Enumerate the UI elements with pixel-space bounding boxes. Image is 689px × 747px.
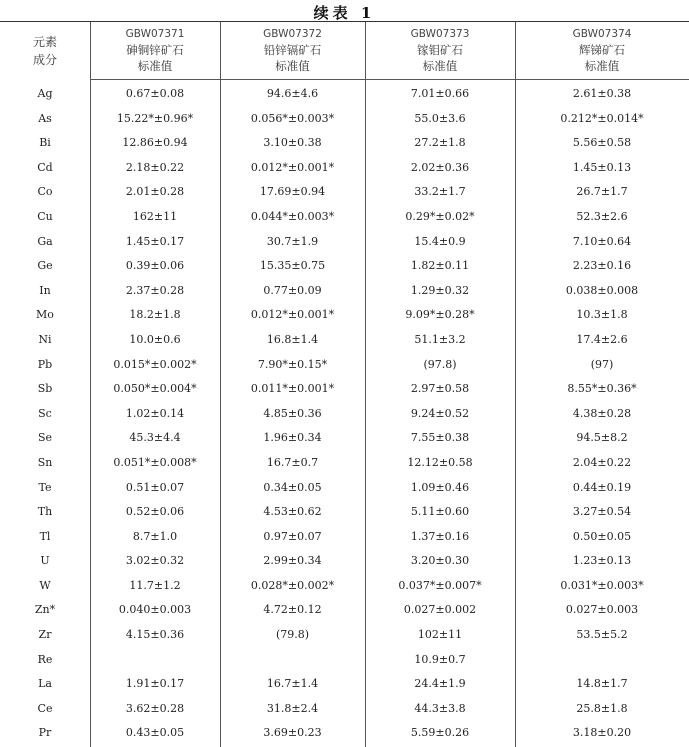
element-cell: Sn: [37, 455, 53, 469]
value-cell: 18.2±1.8: [129, 308, 181, 322]
value-cell: 94.5±8.2: [576, 431, 628, 445]
element-cell: W: [39, 578, 51, 592]
value-cell: 11.7±1.2: [129, 578, 181, 592]
value-cell: 4.72±0.12: [263, 603, 322, 617]
header-rule: [90, 79, 689, 80]
value-cell: 10.9±0.7: [414, 652, 466, 666]
value-cell: 27.2±1.8: [414, 136, 466, 150]
top-rule: [0, 21, 689, 22]
value-cell: 3.02±0.32: [125, 554, 185, 568]
value-cell: 0.012*±0.001*: [250, 160, 335, 174]
value-cell: 52.3±2.6: [576, 209, 628, 223]
value-cell: 17.4±2.6: [576, 332, 628, 346]
value-cell: 0.012*±0.001*: [250, 308, 335, 322]
value-cell: 2.37±0.28: [125, 283, 185, 297]
element-cell: Ag: [37, 87, 53, 100]
value-cell: 51.1±3.2: [414, 332, 466, 346]
value-cell: 26.7±1.7: [576, 185, 628, 199]
value-cell: 4.53±0.62: [263, 505, 322, 519]
element-cell: Ga: [37, 234, 53, 248]
value-cell: 16.7±0.7: [266, 455, 319, 469]
table-row: [0, 549, 689, 574]
element-header-line1: 元素: [32, 35, 57, 49]
value-cell: 0.67±0.08: [125, 87, 185, 100]
value-cell: 8.7±1.0: [132, 529, 178, 543]
value-cell: 0.34±0.05: [263, 480, 322, 494]
table-row: [0, 328, 689, 353]
table-row: [0, 623, 689, 648]
value-cell: 25.8±1.8: [576, 701, 628, 715]
value-cell: 2.23±0.16: [572, 259, 632, 273]
value-cell: 94.6±4.6: [266, 87, 319, 100]
column-code: GBW07373: [410, 28, 470, 40]
element-cell: Tl: [39, 529, 51, 543]
column-header-2: [220, 26, 365, 74]
column-code: GBW07371: [125, 28, 185, 40]
value-cell: (97): [590, 357, 614, 371]
value-cell: 0.77±0.09: [263, 283, 322, 297]
value-cell: 0.044*±0.003*: [250, 209, 335, 223]
value-cell: 3.10±0.38: [263, 136, 322, 150]
value-cell: 162±11: [132, 209, 178, 223]
table-row: [0, 82, 689, 107]
column-name: 砷铜锌矿石: [126, 43, 184, 57]
value-cell: 0.031*±0.003*: [560, 578, 644, 592]
table-row: [0, 648, 689, 673]
value-cell: 0.015*±0.002*: [113, 357, 197, 371]
table-row: [0, 672, 689, 697]
value-cell: 9.09*±0.28*: [405, 308, 475, 322]
value-cell: 4.38±0.28: [572, 406, 632, 420]
element-cell: In: [39, 283, 51, 297]
element-cell: Cu: [37, 209, 53, 223]
column-name: 铅锌镉矿石: [263, 43, 322, 57]
value-cell: 2.18±0.22: [125, 160, 185, 174]
value-cell: 2.61±0.38: [572, 87, 632, 100]
value-cell: 1.23±0.13: [572, 554, 632, 568]
column-sub: 标准值: [584, 59, 620, 73]
element-cell: Pb: [37, 357, 53, 371]
value-cell: 7.90*±0.15*: [257, 357, 328, 371]
table-row: [0, 721, 689, 746]
value-cell: 0.52±0.06: [125, 505, 185, 519]
column-header-4: [515, 26, 689, 74]
element-cell: Pr: [38, 726, 52, 740]
value-cell: 30.7±1.9: [266, 234, 319, 248]
value-cell: 0.212*±0.014*: [560, 111, 644, 125]
value-cell: 2.02±0.36: [410, 160, 470, 174]
element-cell: Re: [37, 652, 53, 666]
value-cell: 2.04±0.22: [572, 455, 632, 469]
element-cell: La: [38, 677, 52, 691]
column-name: 辉锑矿石: [579, 43, 625, 57]
table-row: [0, 500, 689, 525]
value-cell: 3.20±0.30: [410, 554, 470, 568]
value-cell: 53.5±5.2: [576, 628, 628, 642]
value-cell: 0.44±0.19: [572, 480, 632, 494]
element-cell: Mo: [36, 308, 54, 322]
value-cell: 0.97±0.07: [263, 529, 322, 543]
value-cell: 0.051*±0.008*: [113, 455, 197, 469]
value-cell: 0.038±0.008: [565, 283, 639, 297]
value-cell: 0.011*±0.001*: [250, 382, 335, 396]
table-row: [0, 697, 689, 722]
value-cell: 16.7±1.4: [266, 677, 319, 691]
value-cell: 7.01±0.66: [410, 87, 470, 100]
value-cell: (79.8): [275, 628, 310, 642]
element-cell: Sc: [38, 406, 52, 420]
value-cell: 24.4±1.9: [414, 677, 466, 691]
value-cell: 0.43±0.05: [125, 726, 185, 740]
table-row: [0, 402, 689, 427]
table-row: [0, 303, 689, 328]
value-cell: 8.55*±0.36*: [567, 382, 637, 396]
table-row: [0, 230, 689, 255]
table-row: [0, 353, 689, 378]
table-row: [0, 598, 689, 623]
value-cell: 1.96±0.34: [263, 431, 322, 445]
column-name: 镓钼矿石: [417, 43, 463, 57]
value-cell: 1.45±0.17: [125, 234, 185, 248]
value-cell: 0.050*±0.004*: [113, 382, 197, 396]
value-cell: 0.056*±0.003*: [250, 111, 335, 125]
value-cell: 7.10±0.64: [572, 234, 632, 248]
value-cell: 3.62±0.28: [125, 701, 185, 715]
table-row: [0, 279, 689, 304]
table-title: 续表 1: [313, 4, 376, 22]
element-cell: Ce: [37, 701, 53, 715]
value-cell: 1.37±0.16: [410, 529, 470, 543]
value-cell: 1.82±0.11: [410, 259, 470, 273]
table-row: [0, 525, 689, 550]
element-cell: Th: [37, 505, 53, 519]
value-cell: (97.8): [423, 357, 457, 371]
element-cell: Cd: [37, 160, 53, 174]
value-cell: 10.0±0.6: [129, 332, 181, 346]
element-cell: Bi: [39, 136, 51, 150]
table-row: [0, 476, 689, 501]
element-header-line2: 成分: [32, 53, 57, 67]
table-row: [0, 131, 689, 156]
value-cell: 0.040±0.003: [118, 603, 192, 617]
element-cell: As: [38, 111, 52, 125]
value-cell: 15.4±0.9: [414, 234, 466, 248]
value-cell: 5.11±0.60: [410, 505, 470, 519]
value-cell: 12.86±0.94: [122, 136, 188, 150]
value-cell: [515, 648, 689, 673]
value-cell: 5.59±0.26: [410, 726, 470, 740]
value-cell: [220, 648, 365, 673]
column-header-3: [365, 26, 515, 74]
value-cell: 1.91±0.17: [125, 677, 185, 691]
value-cell: 1.29±0.32: [410, 283, 470, 297]
value-cell: 3.69±0.23: [263, 726, 322, 740]
value-cell: 0.028*±0.002*: [250, 578, 335, 592]
table-row: [0, 156, 689, 181]
column-code: GBW07372: [263, 28, 322, 40]
table-row: [0, 377, 689, 402]
value-cell: 44.3±3.8: [414, 701, 466, 715]
table-body: [0, 82, 689, 746]
value-cell: 0.39±0.06: [125, 259, 185, 273]
value-cell: 31.8±2.4: [266, 701, 319, 715]
element-cell: Se: [37, 431, 53, 445]
element-cell: Zn*: [34, 603, 56, 617]
column-sub: 标准值: [275, 59, 310, 73]
value-cell: 2.01±0.28: [125, 185, 185, 199]
value-cell: 1.09±0.46: [410, 480, 470, 494]
element-cell: U: [40, 554, 50, 568]
value-cell: 3.27±0.54: [572, 505, 632, 519]
table-row: [0, 107, 689, 132]
value-cell: 10.3±1.8: [576, 308, 628, 322]
value-cell: 15.35±0.75: [259, 259, 326, 273]
element-cell: Co: [37, 185, 53, 199]
value-cell: 16.8±1.4: [266, 332, 319, 346]
value-cell: 3.18±0.20: [572, 726, 632, 740]
value-cell: 12.12±0.58: [407, 455, 473, 469]
value-cell: 0.50±0.05: [572, 529, 632, 543]
element-cell: Te: [38, 480, 52, 494]
value-cell: 0.027±0.003: [565, 603, 639, 617]
value-cell: 2.99±0.34: [263, 554, 322, 568]
table-row: [0, 574, 689, 599]
element-cell: Sb: [37, 382, 53, 396]
table-row: [0, 180, 689, 205]
value-cell: 1.45±0.13: [572, 160, 632, 174]
table-row: [0, 426, 689, 451]
table-row: [0, 205, 689, 230]
column-sub: 标准值: [137, 59, 173, 73]
element-cell: Ge: [37, 259, 53, 273]
value-cell: 1.02±0.14: [125, 406, 185, 420]
value-cell: 9.24±0.52: [410, 406, 470, 420]
table-row: [0, 451, 689, 476]
value-cell: 55.0±3.6: [414, 111, 466, 125]
value-cell: 4.85±0.36: [263, 406, 322, 420]
value-cell: 0.037*±0.007*: [398, 578, 482, 592]
value-cell: 5.56±0.58: [572, 136, 632, 150]
value-cell: 2.97±0.58: [410, 382, 470, 396]
value-cell: 45.3±4.4: [129, 431, 181, 445]
column-sub: 标准值: [422, 59, 458, 73]
value-cell: 102±11: [417, 628, 463, 642]
value-cell: 4.15±0.36: [125, 628, 185, 642]
element-header: [0, 33, 90, 69]
column-code: GBW07374: [572, 28, 632, 40]
value-cell: 17.69±0.94: [259, 185, 326, 199]
value-cell: 14.8±1.7: [576, 677, 628, 691]
value-cell: 0.027±0.002: [403, 603, 477, 617]
table-row: [0, 254, 689, 279]
value-cell: 7.55±0.38: [410, 431, 470, 445]
value-cell: [90, 648, 220, 673]
element-cell: Zr: [38, 628, 52, 642]
value-cell: 0.51±0.07: [125, 480, 185, 494]
value-cell: 33.2±1.7: [414, 185, 466, 199]
value-cell: 0.29*±0.02*: [405, 209, 475, 223]
element-cell: Ni: [38, 332, 52, 346]
value-cell: 15.22*±0.96*: [116, 111, 194, 125]
column-header-1: [90, 26, 220, 74]
